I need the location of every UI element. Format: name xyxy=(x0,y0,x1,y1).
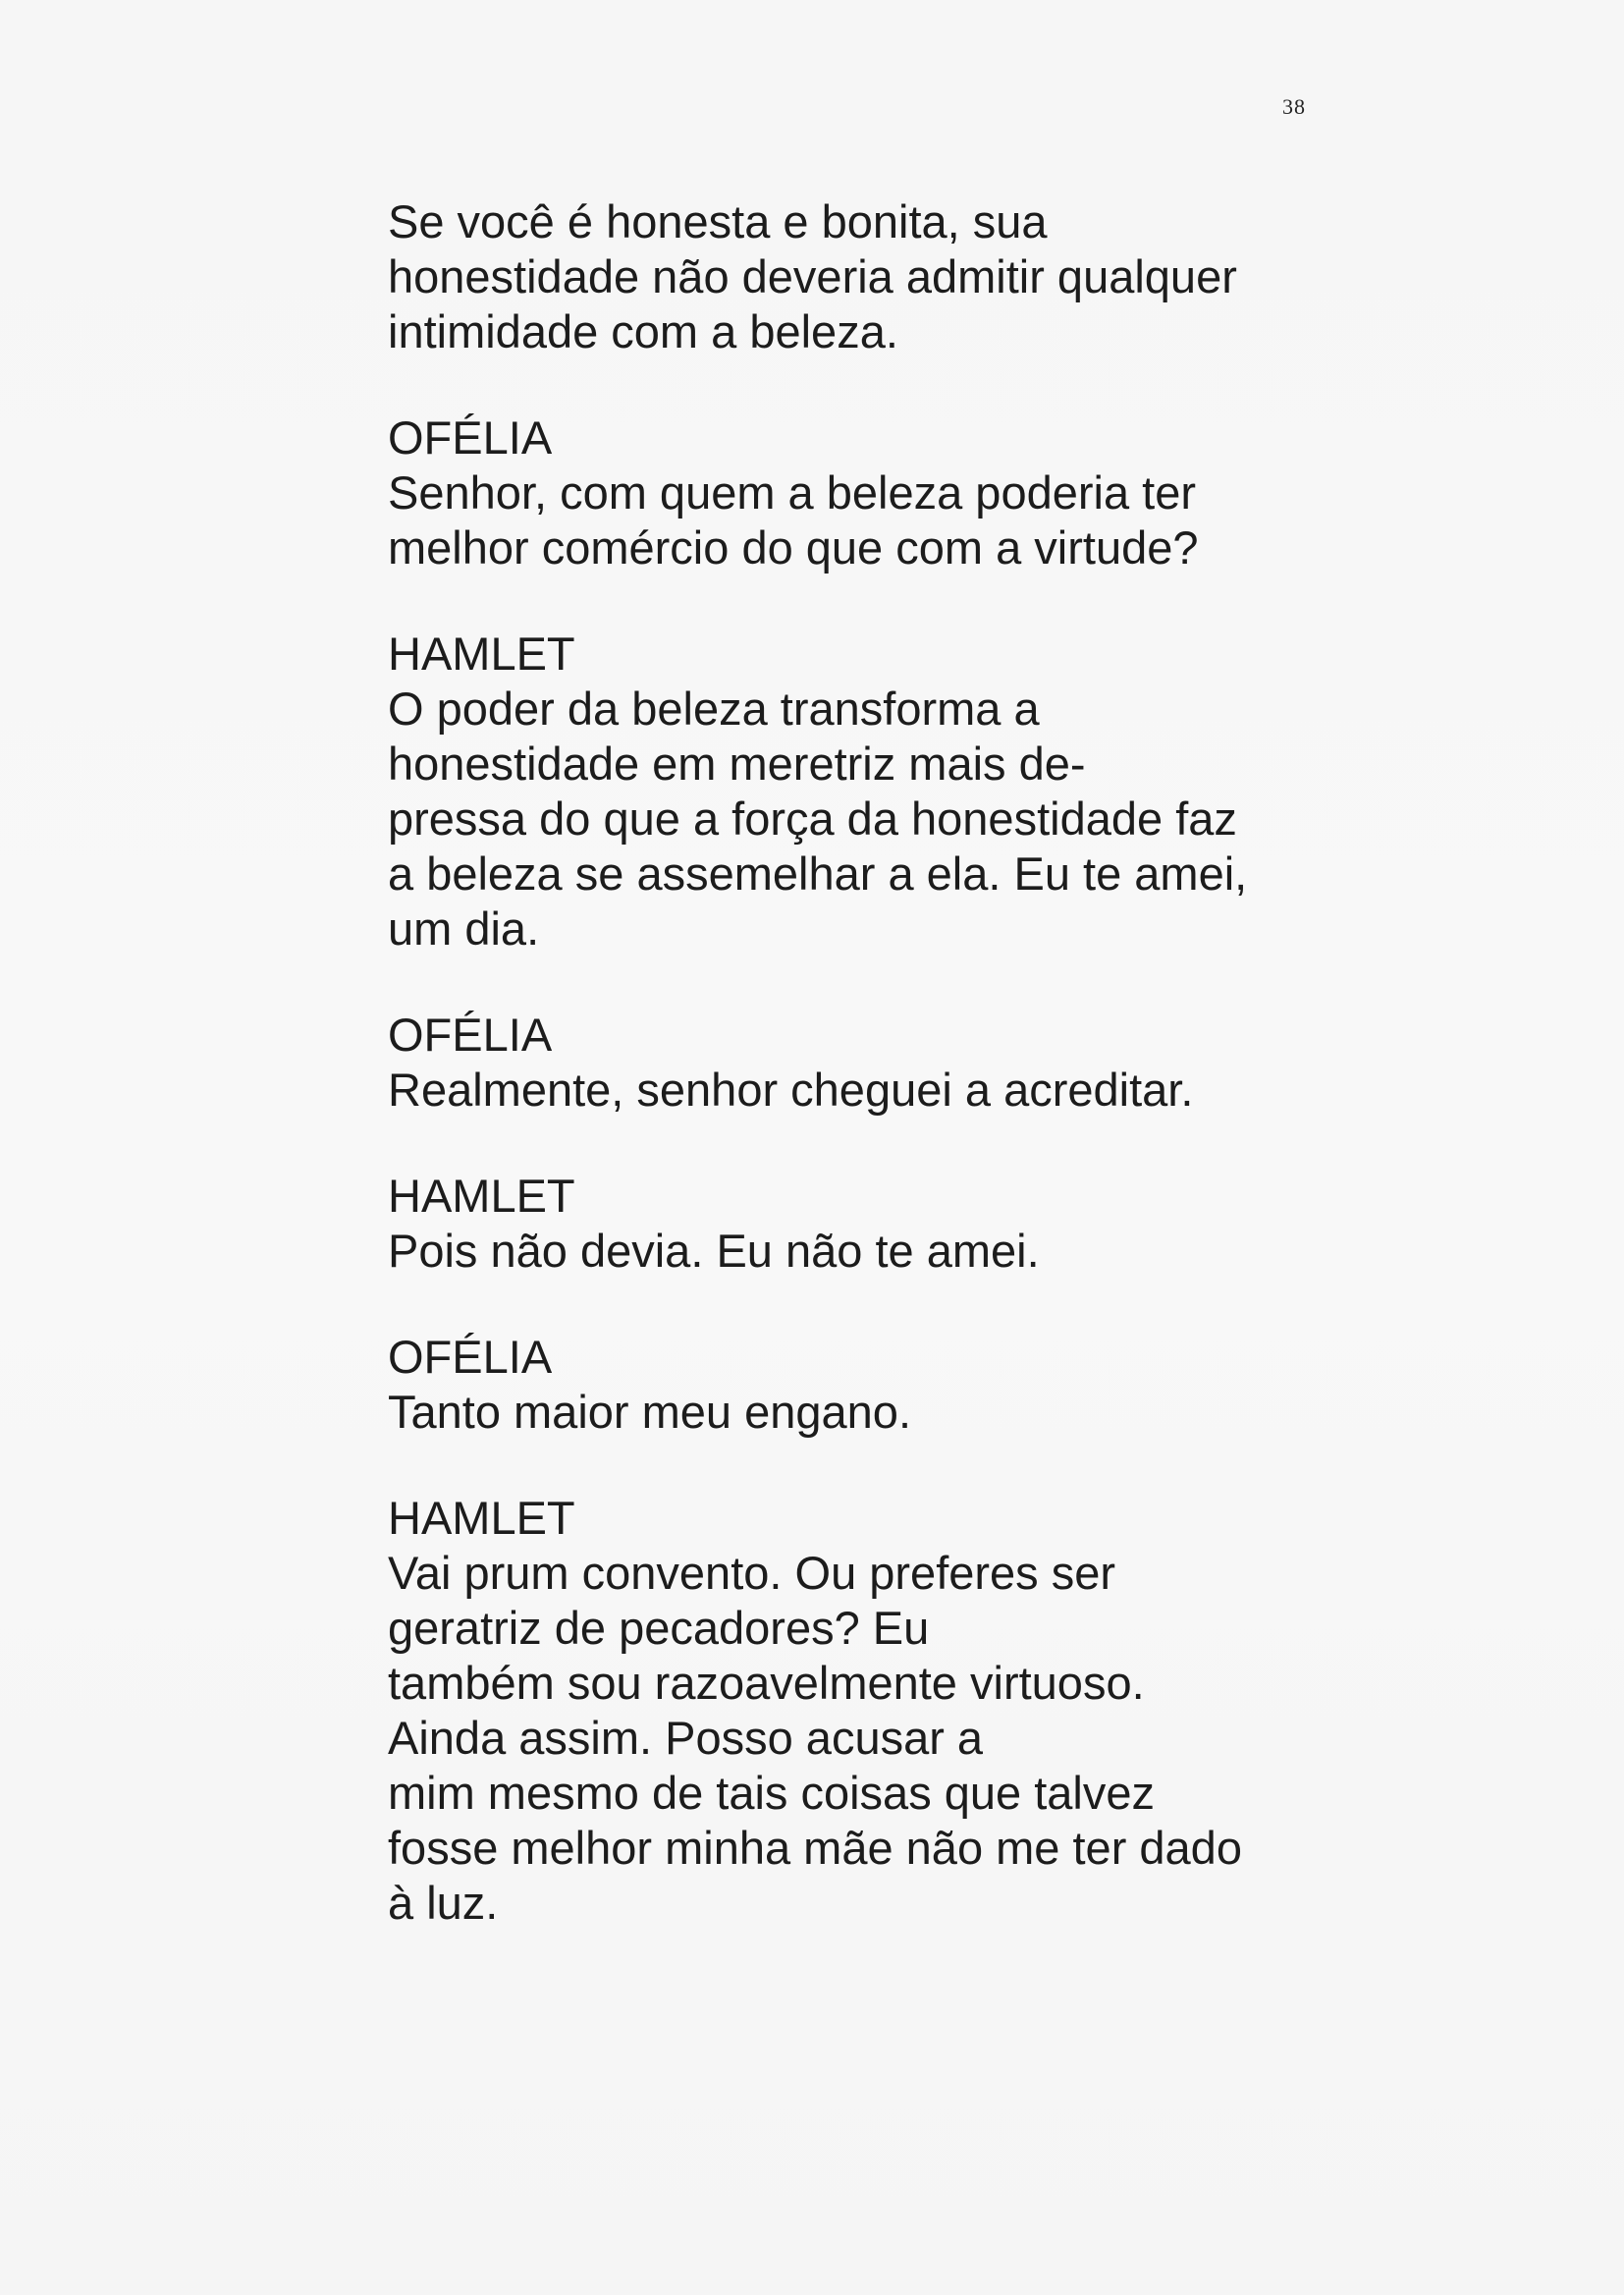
dialogue-line: honestidade em meretriz mais de- xyxy=(388,738,1086,790)
speaker-name: HAMLET xyxy=(388,628,575,680)
speaker-name: HAMLET xyxy=(388,1170,575,1222)
dialogue-line: a beleza se assemelhar a ela. Eu te amei, xyxy=(388,847,1248,900)
dialogue-block xyxy=(388,1008,1409,1118)
dialogue-block xyxy=(388,1491,1409,1931)
dialogue-block xyxy=(388,410,1409,575)
dialogue-line: Se você é honesta e bonita, sua xyxy=(388,195,1048,247)
dialogue-line: honestidade não deveria admitir qualquer xyxy=(388,250,1237,302)
dialogue-line: geratriz de pecadores? Eu xyxy=(388,1602,930,1654)
speaker-name: OFÉLIA xyxy=(388,1331,553,1383)
dialogue-line: O poder da beleza transforma a xyxy=(388,683,1040,735)
dialogue-line: Ainda assim. Posso acusar a xyxy=(388,1712,984,1764)
dialogue-line: Realmente, senhor cheguei a acreditar. xyxy=(388,1064,1194,1116)
dialogue-line: à luz. xyxy=(388,1877,499,1929)
dialogue-line: Vai prum convento. Ou preferes ser xyxy=(388,1547,1116,1599)
speaker-name: OFÉLIA xyxy=(388,411,553,464)
page-number: 38 xyxy=(1282,94,1306,119)
dialogue-line: Senhor, com quem a beleza poderia ter xyxy=(388,466,1197,519)
dialogue-block xyxy=(388,1169,1409,1279)
dialogue-line: Pois não devia. Eu não te amei. xyxy=(388,1225,1040,1277)
speaker-name: HAMLET xyxy=(388,1492,575,1544)
dialogue-line: também sou razoavelmente virtuoso. xyxy=(388,1657,1145,1709)
dialogue-block xyxy=(388,194,1409,359)
dialogue-line: fosse melhor minha mãe não me ter dado xyxy=(388,1822,1242,1874)
speaker-name: OFÉLIA xyxy=(388,1009,553,1061)
dialogue-line: mim mesmo de tais coisas que talvez xyxy=(388,1767,1156,1819)
dialogue-block xyxy=(388,627,1409,956)
dialogue-line: melhor comércio do que com a virtude? xyxy=(388,521,1199,574)
dialogue-line: intimidade com a beleza. xyxy=(388,305,898,357)
script-text xyxy=(388,194,1409,1982)
dialogue-block xyxy=(388,1330,1409,1440)
dialogue-line: um dia. xyxy=(388,902,540,955)
dialogue-line: Tanto maior meu engano. xyxy=(388,1386,911,1438)
dialogue-line: pressa do que a força da honestidade faz xyxy=(388,792,1237,845)
